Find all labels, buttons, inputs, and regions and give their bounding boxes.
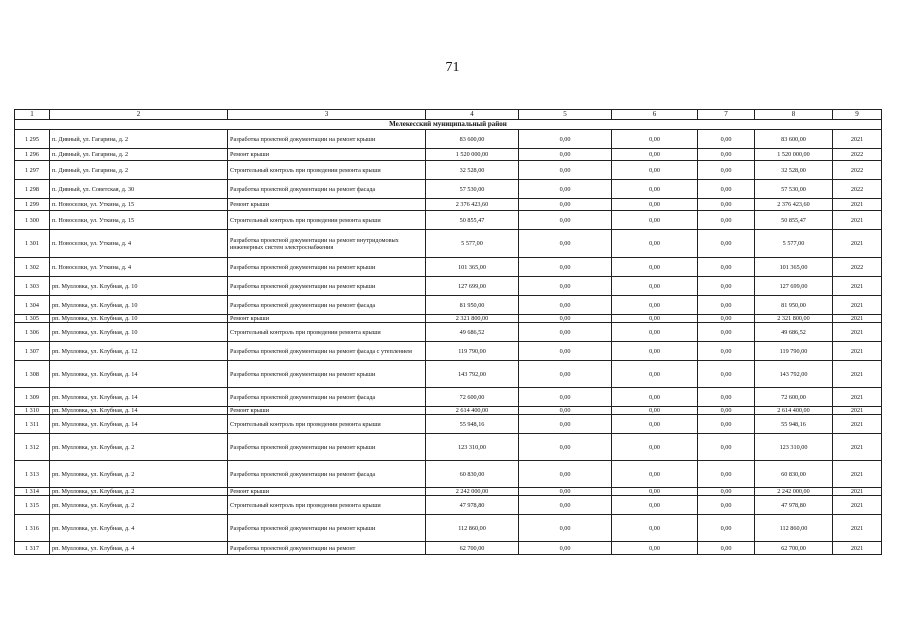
cost-col-6-cell: 0,00 (612, 199, 698, 211)
cost-col-6-cell: 0,00 (612, 415, 698, 434)
cost-col-7-cell: 0,00 (698, 211, 755, 230)
column-header: 2 (50, 110, 228, 120)
cost-col-5-cell: 0,00 (519, 496, 612, 515)
year-cell: 2021 (833, 488, 882, 496)
cost-col-6-cell: 0,00 (612, 542, 698, 555)
year-cell: 2021 (833, 388, 882, 407)
year-cell: 2021 (833, 315, 882, 323)
table-row (15, 149, 882, 161)
row-number-cell: 1 303 (15, 277, 50, 296)
total-cost-cell: 49 686,52 (426, 323, 519, 342)
year-cell: 2021 (833, 230, 882, 258)
table-row (15, 496, 882, 515)
work-type-cell: Разработка проектной документации на ремонт крыши (228, 361, 426, 388)
cost-col-8-cell: 60 830,00 (755, 461, 833, 488)
cost-col-5-cell: 0,00 (519, 461, 612, 488)
cost-col-8-cell: 55 948,16 (755, 415, 833, 434)
row-number-cell: 1 300 (15, 211, 50, 230)
cost-col-5-cell: 0,00 (519, 342, 612, 361)
total-cost-cell: 101 365,00 (426, 258, 519, 277)
cost-col-8-cell: 49 686,52 (755, 323, 833, 342)
cost-col-7-cell: 0,00 (698, 488, 755, 496)
row-number-cell: 1 314 (15, 488, 50, 496)
total-cost-cell: 5 577,00 (426, 230, 519, 258)
cost-col-5-cell: 0,00 (519, 388, 612, 407)
total-cost-cell: 62 700,00 (426, 542, 519, 555)
cost-col-5-cell: 0,00 (519, 161, 612, 180)
cost-col-6-cell: 0,00 (612, 277, 698, 296)
row-number-cell: 1 312 (15, 434, 50, 461)
total-cost-cell: 2 614 400,00 (426, 407, 519, 415)
row-number-cell: 1 308 (15, 361, 50, 388)
year-cell: 2021 (833, 407, 882, 415)
address-cell: п. Новоселки, ул. Уткина, д. 4 (50, 230, 228, 258)
work-type-cell: Строительный контроль при проведении ремонта крыши (228, 496, 426, 515)
cost-col-5-cell: 0,00 (519, 277, 612, 296)
cost-col-6-cell: 0,00 (612, 461, 698, 488)
cost-col-8-cell: 112 860,00 (755, 515, 833, 542)
work-type-cell: Разработка проектной документации на ремонт крыши (228, 434, 426, 461)
cost-col-5-cell: 0,00 (519, 130, 612, 149)
address-cell: рп. Мулловка, ул. Клубная, д. 12 (50, 342, 228, 361)
work-type-cell: Ремонт крыши (228, 407, 426, 415)
row-number-cell: 1 301 (15, 230, 50, 258)
cost-col-7-cell: 0,00 (698, 180, 755, 199)
year-cell: 2021 (833, 496, 882, 515)
table-row (15, 323, 882, 342)
cost-col-8-cell: 5 577,00 (755, 230, 833, 258)
row-number-cell: 1 296 (15, 149, 50, 161)
cost-col-6-cell: 0,00 (612, 130, 698, 149)
year-cell: 2021 (833, 461, 882, 488)
work-type-cell: Строительный контроль при проведении ремонта крыши (228, 211, 426, 230)
cost-col-8-cell: 2 376 423,60 (755, 199, 833, 211)
cost-col-8-cell: 2 321 800,00 (755, 315, 833, 323)
work-type-cell: Строительный контроль при проведении ремонта крыши (228, 161, 426, 180)
cost-col-7-cell: 0,00 (698, 161, 755, 180)
cost-col-7-cell: 0,00 (698, 515, 755, 542)
year-cell: 2021 (833, 342, 882, 361)
column-header: 7 (698, 110, 755, 120)
row-number-cell: 1 307 (15, 342, 50, 361)
address-cell: рп. Мулловка, ул. Клубная, д. 14 (50, 415, 228, 434)
row-number-cell: 1 311 (15, 415, 50, 434)
cost-col-7-cell: 0,00 (698, 149, 755, 161)
cost-col-8-cell: 143 792,00 (755, 361, 833, 388)
year-cell: 2021 (833, 296, 882, 315)
address-cell: рп. Мулловка, ул. Клубная, д. 10 (50, 315, 228, 323)
total-cost-cell: 72 600,00 (426, 388, 519, 407)
table-row (15, 488, 882, 496)
table-row (15, 296, 882, 315)
address-cell: п. Дивный, ул. Гагарина, д. 2 (50, 149, 228, 161)
cost-col-8-cell: 2 242 000,00 (755, 488, 833, 496)
work-type-cell: Строительный контроль при проведении ремонта крыши (228, 415, 426, 434)
address-cell: п. Новоселки, ул. Уткина, д. 4 (50, 258, 228, 277)
cost-col-8-cell: 57 530,00 (755, 180, 833, 199)
column-header: 4 (426, 110, 519, 120)
table-row (15, 258, 882, 277)
table-row (15, 542, 882, 555)
address-cell: п. Новоселки, ул. Уткина, д. 15 (50, 211, 228, 230)
region-row (15, 120, 882, 130)
column-header: 6 (612, 110, 698, 120)
address-cell: рп. Мулловка, ул. Клубная, д. 2 (50, 461, 228, 488)
cost-col-8-cell: 47 978,80 (755, 496, 833, 515)
table-row (15, 180, 882, 199)
column-header: 3 (228, 110, 426, 120)
cost-col-7-cell: 0,00 (698, 230, 755, 258)
address-cell: рп. Мулловка, ул. Клубная, д. 10 (50, 296, 228, 315)
row-number-cell: 1 315 (15, 496, 50, 515)
cost-col-8-cell: 62 700,00 (755, 542, 833, 555)
row-number-cell: 1 310 (15, 407, 50, 415)
address-cell: рп. Мулловка, ул. Клубная, д. 10 (50, 323, 228, 342)
row-number-cell: 1 299 (15, 199, 50, 211)
cost-col-6-cell: 0,00 (612, 496, 698, 515)
cost-col-7-cell: 0,00 (698, 342, 755, 361)
cost-col-6-cell: 0,00 (612, 388, 698, 407)
cost-col-5-cell: 0,00 (519, 415, 612, 434)
cost-col-8-cell: 50 855,47 (755, 211, 833, 230)
table-row (15, 130, 882, 149)
cost-col-7-cell: 0,00 (698, 388, 755, 407)
cost-col-7-cell: 0,00 (698, 296, 755, 315)
total-cost-cell: 81 950,00 (426, 296, 519, 315)
year-cell: 2021 (833, 515, 882, 542)
address-cell: рп. Мулловка, ул. Клубная, д. 2 (50, 496, 228, 515)
cost-col-6-cell: 0,00 (612, 296, 698, 315)
table-row (15, 434, 882, 461)
row-number-cell: 1 316 (15, 515, 50, 542)
address-cell: рп. Мулловка, ул. Клубная, д. 10 (50, 277, 228, 296)
table-body (15, 120, 882, 555)
address-cell: п. Дивный, ул. Советская, д. 30 (50, 180, 228, 199)
address-cell: рп. Мулловка, ул. Клубная, д. 2 (50, 434, 228, 461)
cost-col-8-cell: 119 790,00 (755, 342, 833, 361)
column-header: 8 (755, 110, 833, 120)
work-type-cell: Разработка проектной документации на ремонт фасада (228, 461, 426, 488)
total-cost-cell: 50 855,47 (426, 211, 519, 230)
cost-col-6-cell: 0,00 (612, 488, 698, 496)
row-number-cell: 1 304 (15, 296, 50, 315)
cost-col-6-cell: 0,00 (612, 515, 698, 542)
work-type-cell: Ремонт крыши (228, 199, 426, 211)
cost-col-6-cell: 0,00 (612, 258, 698, 277)
work-type-cell: Разработка проектной документации на ремонт фасада (228, 180, 426, 199)
cost-col-8-cell: 32 528,00 (755, 161, 833, 180)
cost-col-5-cell: 0,00 (519, 488, 612, 496)
cost-col-7-cell: 0,00 (698, 434, 755, 461)
row-number-cell: 1 317 (15, 542, 50, 555)
column-header: 1 (15, 110, 50, 120)
cost-col-5-cell: 0,00 (519, 149, 612, 161)
cost-col-7-cell: 0,00 (698, 542, 755, 555)
total-cost-cell: 47 978,80 (426, 496, 519, 515)
table-row (15, 211, 882, 230)
total-cost-cell: 83 600,00 (426, 130, 519, 149)
address-cell: рп. Мулловка, ул. Клубная, д. 14 (50, 407, 228, 415)
column-header: 9 (833, 110, 882, 120)
total-cost-cell: 127 699,00 (426, 277, 519, 296)
year-cell: 2021 (833, 130, 882, 149)
address-cell: п. Новоселки, ул. Уткина, д. 15 (50, 199, 228, 211)
cost-col-5-cell: 0,00 (519, 230, 612, 258)
capital-repair-table (14, 109, 882, 555)
cost-col-5-cell: 0,00 (519, 315, 612, 323)
cost-col-7-cell: 0,00 (698, 315, 755, 323)
cost-col-7-cell: 0,00 (698, 130, 755, 149)
cost-col-7-cell: 0,00 (698, 258, 755, 277)
row-number-cell: 1 313 (15, 461, 50, 488)
table-row (15, 461, 882, 488)
cost-col-8-cell: 81 950,00 (755, 296, 833, 315)
cost-col-5-cell: 0,00 (519, 407, 612, 415)
column-number-header-row (15, 110, 882, 120)
table-row (15, 515, 882, 542)
cost-col-5-cell: 0,00 (519, 180, 612, 199)
cost-col-5-cell: 0,00 (519, 361, 612, 388)
table-row (15, 388, 882, 407)
cost-col-5-cell: 0,00 (519, 434, 612, 461)
column-header: 5 (519, 110, 612, 120)
total-cost-cell: 123 310,00 (426, 434, 519, 461)
table-row (15, 161, 882, 180)
total-cost-cell: 143 792,00 (426, 361, 519, 388)
cost-col-8-cell: 72 600,00 (755, 388, 833, 407)
cost-col-6-cell: 0,00 (612, 361, 698, 388)
table-row (15, 315, 882, 323)
year-cell: 2021 (833, 415, 882, 434)
cost-col-6-cell: 0,00 (612, 342, 698, 361)
total-cost-cell: 2 242 000,00 (426, 488, 519, 496)
total-cost-cell: 2 376 423,60 (426, 199, 519, 211)
cost-col-8-cell: 123 310,00 (755, 434, 833, 461)
total-cost-cell: 2 321 800,00 (426, 315, 519, 323)
cost-col-7-cell: 0,00 (698, 407, 755, 415)
cost-col-5-cell: 0,00 (519, 542, 612, 555)
cost-col-8-cell: 1 520 000,00 (755, 149, 833, 161)
total-cost-cell: 60 830,00 (426, 461, 519, 488)
address-cell: п. Дивный, ул. Гагарина, д. 2 (50, 161, 228, 180)
row-number-cell: 1 295 (15, 130, 50, 149)
table-row (15, 230, 882, 258)
cost-col-7-cell: 0,00 (698, 277, 755, 296)
cost-col-6-cell: 0,00 (612, 407, 698, 415)
row-number-cell: 1 298 (15, 180, 50, 199)
year-cell: 2022 (833, 149, 882, 161)
page-number: 71 (445, 60, 460, 75)
work-type-cell: Разработка проектной документации на ремонт фасада с утеплением (228, 342, 426, 361)
region-title: Мелекесский муниципальный район (15, 120, 882, 130)
work-type-cell: Разработка проектной документации на ремонт фасада (228, 296, 426, 315)
work-type-cell: Разработка проектной документации на ремонт крыши (228, 258, 426, 277)
row-number-cell: 1 297 (15, 161, 50, 180)
address-cell: рп. Мулловка, ул. Клубная, д. 4 (50, 542, 228, 555)
year-cell: 2022 (833, 161, 882, 180)
row-number-cell: 1 305 (15, 315, 50, 323)
cost-col-6-cell: 0,00 (612, 230, 698, 258)
address-cell: рп. Мулловка, ул. Клубная, д. 2 (50, 488, 228, 496)
address-cell: рп. Мулловка, ул. Клубная, д. 14 (50, 388, 228, 407)
cost-col-5-cell: 0,00 (519, 199, 612, 211)
work-type-cell: Ремонт крыши (228, 315, 426, 323)
table-row (15, 407, 882, 415)
total-cost-cell: 112 860,00 (426, 515, 519, 542)
work-type-cell: Разработка проектной документации на ремонт крыши (228, 130, 426, 149)
cost-col-7-cell: 0,00 (698, 361, 755, 388)
work-type-cell: Строительный контроль при проведении ремонта крыши (228, 323, 426, 342)
cost-col-8-cell: 101 365,00 (755, 258, 833, 277)
table-row (15, 342, 882, 361)
work-type-cell: Ремонт крыши (228, 488, 426, 496)
year-cell: 2021 (833, 434, 882, 461)
total-cost-cell: 57 530,00 (426, 180, 519, 199)
address-cell: рп. Мулловка, ул. Клубная, д. 4 (50, 515, 228, 542)
cost-col-7-cell: 0,00 (698, 415, 755, 434)
total-cost-cell: 119 790,00 (426, 342, 519, 361)
work-type-cell: Разработка проектной документации на ремонт крыши (228, 515, 426, 542)
cost-col-5-cell: 0,00 (519, 258, 612, 277)
total-cost-cell: 32 528,00 (426, 161, 519, 180)
cost-col-8-cell: 127 699,00 (755, 277, 833, 296)
year-cell: 2022 (833, 180, 882, 199)
cost-col-6-cell: 0,00 (612, 161, 698, 180)
cost-col-6-cell: 0,00 (612, 434, 698, 461)
year-cell: 2021 (833, 211, 882, 230)
cost-col-7-cell: 0,00 (698, 199, 755, 211)
year-cell: 2021 (833, 542, 882, 555)
address-cell: п. Дивный, ул. Гагарина, д. 2 (50, 130, 228, 149)
work-type-cell: Разработка проектной документации на ремонт фасада (228, 388, 426, 407)
table-row (15, 415, 882, 434)
address-cell: рп. Мулловка, ул. Клубная, д. 14 (50, 361, 228, 388)
year-cell: 2022 (833, 258, 882, 277)
year-cell: 2021 (833, 361, 882, 388)
cost-col-6-cell: 0,00 (612, 149, 698, 161)
cost-col-8-cell: 2 614 400,00 (755, 407, 833, 415)
row-number-cell: 1 302 (15, 258, 50, 277)
work-type-cell: Ремонт крыши (228, 149, 426, 161)
cost-col-6-cell: 0,00 (612, 315, 698, 323)
year-cell: 2021 (833, 323, 882, 342)
row-number-cell: 1 309 (15, 388, 50, 407)
table-row (15, 361, 882, 388)
work-type-cell: Разработка проектной документации на ремонт (228, 542, 426, 555)
cost-col-5-cell: 0,00 (519, 211, 612, 230)
work-type-cell: Разработка проектной документации на ремонт крыши (228, 277, 426, 296)
table-row (15, 277, 882, 296)
cost-col-6-cell: 0,00 (612, 180, 698, 199)
work-type-cell: Разработка проектной документации на ремонт внутридомовых инженерных систем электроснабжения (228, 230, 426, 258)
table-row (15, 199, 882, 211)
cost-col-6-cell: 0,00 (612, 211, 698, 230)
cost-col-5-cell: 0,00 (519, 296, 612, 315)
total-cost-cell: 55 948,16 (426, 415, 519, 434)
cost-col-6-cell: 0,00 (612, 323, 698, 342)
cost-col-7-cell: 0,00 (698, 461, 755, 488)
cost-col-5-cell: 0,00 (519, 515, 612, 542)
cost-col-7-cell: 0,00 (698, 496, 755, 515)
total-cost-cell: 1 520 000,00 (426, 149, 519, 161)
row-number-cell: 1 306 (15, 323, 50, 342)
year-cell: 2021 (833, 277, 882, 296)
year-cell: 2021 (833, 199, 882, 211)
cost-col-8-cell: 83 600,00 (755, 130, 833, 149)
cost-col-5-cell: 0,00 (519, 323, 612, 342)
cost-col-7-cell: 0,00 (698, 323, 755, 342)
